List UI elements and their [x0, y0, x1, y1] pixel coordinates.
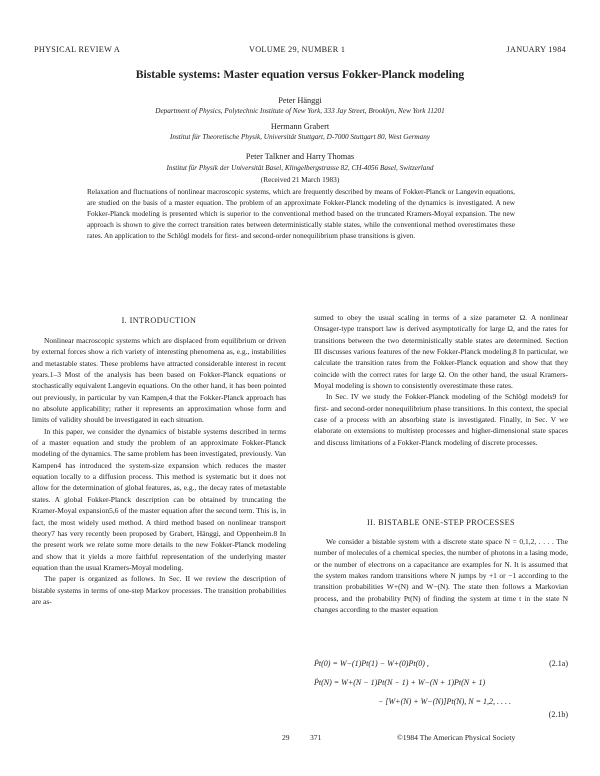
paragraph: We consider a bistable system with a discrete state space N = 0,1,2, . . . . The number of molecules of a chemical species, the number of photons in a lasing mode, or the number of electrons on a capacitance are examples for N. It is assumed that the system makes random transitions where N jumps by +1 or −1 according to the transition probabilities W+(N) and W−(N). The state then follows a Markovian process, and the probability Pt(N) of finding the system at time t in the state N changes according to the master equation: [314, 537, 568, 615]
copyright-notice: ©1984 The American Physical Society: [397, 733, 516, 742]
affiliation-3: Institut für Physik der Universität Basel, Klingelbergstrasse 82, CH-4056 Basel, Switzerland: [166, 164, 434, 172]
equation-2-1b-line2: [314, 697, 568, 710]
equation-number: (2.1b): [548, 710, 568, 719]
footer-volume: 29: [282, 733, 290, 742]
page-footer: [0, 733, 600, 747]
journal-name: PHYSICAL REVIEW A: [34, 45, 121, 54]
paragraph: sumed to obey the usual scaling in terms of a size parameter Ω. A nonlinear Onsager-type transport law is derived asymptotically for large Ω, and the rates for transitions between the two deterministically stable states are determined. Section III discusses various features of the new Fokker-Planck modeling.8 In particular, we calculate the transition rates from the Fokker-Planck equation and show that they coincide with the correct rates for large Ω. On the other hand, the usual Kramers-Moyal modeling is shown to consistently overestimate these rates.: [314, 313, 568, 391]
abstract: Relaxation and fluctuations of nonlinear macroscopic systems, which are frequently described by means of Fokker-Planck or Langevin equations, are studied on the basis of a master equation. The problem of an approximate Fokker-Planck modeling of the dynamics is investigated. A new Fokker-Planck modeling is presented which is superior to the conventional method based on the truncated Kramers-Moyal expansion. The new approach is shown to give the correct transition rates between deterministically stable states, while the conventional method overestimates these rates. An application to the Schlögl models for first- and second-order nonequilibrium phase transitions is given.: [87, 187, 515, 241]
running-header: [34, 45, 566, 59]
section-heading-introduction: I. INTRODUCTION: [121, 316, 197, 325]
equation-2-1b-line1: [314, 678, 568, 691]
author-2: Hermann Grabert: [270, 122, 330, 131]
equation-expression: Ṗt(N) = W+(N − 1)Pt(N − 1) + W−(N + 1)Pt(N + 1): [314, 678, 486, 687]
right-column-top: [314, 312, 568, 448]
volume-number: VOLUME 29, NUMBER 1: [249, 45, 346, 54]
equation-expression: Ṗt(0) = W−(1)Pt(1) − W+(0)Pt(0) ,: [314, 659, 429, 668]
left-column: [32, 335, 286, 607]
equation-expression: − [W+(N) + W−(N)]Pt(N), N = 1,2, . . . .: [378, 697, 511, 706]
paragraph: In Sec. IV we study the Fokker-Planck modeling of the Schlögl models9 for first- and second-order nonequilibrium phase transitions. In this context, the special case of a process with an absorbing state is investigated. Finally, in Sec. V we elaborate on extensions to multistep processes and higher-dimensional state spaces and discuss limitations of a Fokker-Planck modeling of discrete processes.: [314, 392, 568, 447]
paragraph: The paper is organized as follows. In Sec. II we review the description of bistable systems in terms of one-step Markov processes. The transition probabilities are as-: [32, 574, 286, 606]
paragraph: In this paper, we consider the dynamics of bistable systems described in terms of a master equation and study the problem of an approximate Fokker-Planck modeling of the dynamics. The same problem has been investigated, previously. Van Kampen4 has introduced the system-size expansion which reduces the master equation locally to a diffusion process. This method is systematic but it does not allow for the determination of global features, as, e.g., the decay rates of metastable states. A global Fokker-Planck description can be obtained by truncating the Kramer-Moyal expansion5,6 of the master equation after the second term. This is, in fact, the most widely used method. A third method based on nonlinear transport theory7 has very recently been proposed by Grabert, Hänggi, and Oppenheim.8 In the present work we relate some more details to the new Fokker-Planck modeling and show that it yields a more faithful representation of the underlying master equation than the usual Kramers-Moyal modeling.: [32, 426, 286, 572]
received-date: (Received 21 March 1983): [260, 175, 340, 184]
author-3: Peter Talkner and Harry Thomas: [245, 152, 355, 161]
affiliation-2: Institut für Theoretische Physik, Universität Stuttgart, D-7000 Stuttgart 80, West Germany: [170, 133, 430, 141]
page-number: 371: [310, 733, 322, 742]
paragraph: Nonlinear macroscopic systems which are displaced from equilibrium or driven by external forces show a rich variety of interesting phenomena as, e.g., instabilities and metastable states. These problems have attracted considerable interest in recent years.1–3 Most of the analysis has been based on Fokker-Planck equations or stochastically equivalent Langevin equations. On the other hand, it has been pointed out previously, in particular by van Kampen,4 that the Fokker-Planck approach has no absolute applicability; rather it represents an approximation whose form and limits of validity should be investigated in each situation.: [32, 336, 286, 425]
paper-title: Bistable systems: Master equation versus Fokker-Planck modeling: [135, 68, 465, 81]
right-column-section2: [314, 536, 568, 615]
equation-2-1b-number: [314, 710, 568, 723]
equation-2-1a: [314, 659, 568, 672]
equation-number: (2.1a): [549, 659, 568, 668]
affiliation-1: Department of Physics, Polytechnic Institute of New York, 333 Jay Street, Brooklyn, New York 11201: [155, 107, 445, 115]
issue-date: JANUARY 1984: [506, 45, 566, 54]
section-heading-bistable: II. BISTABLE ONE-STEP PROCESSES: [367, 518, 515, 527]
author-1: Peter Hänggi: [278, 96, 322, 105]
